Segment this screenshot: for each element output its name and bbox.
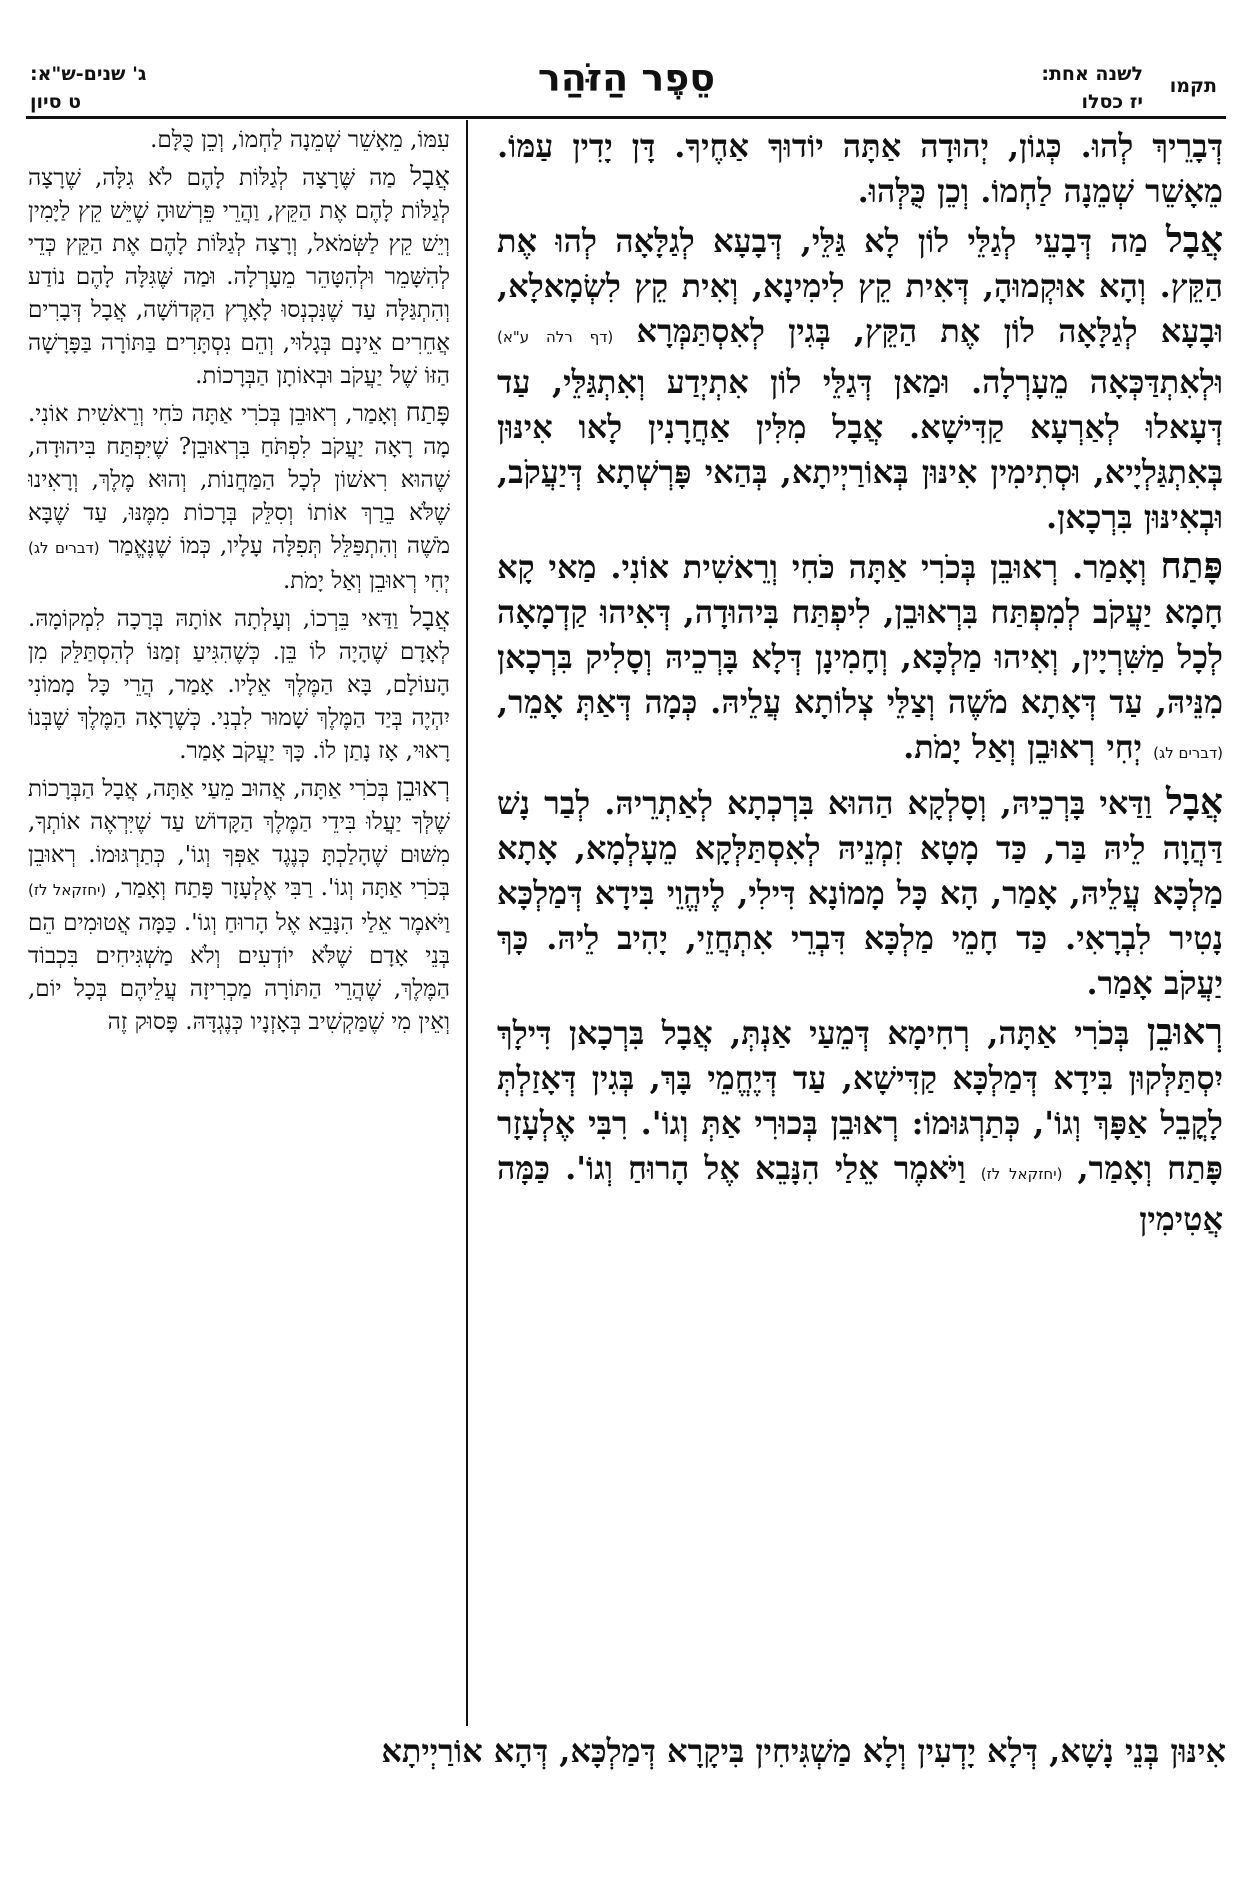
folio-reference: (דף רלה ע"א)	[497, 328, 614, 346]
main-text: בְּכֹרִי אַתָּה, רְחִימָא דְּמֵעַי אַנְתְּ, אֲבָל בִּרְכָאן דִּילָךְ יִסְתַּלְּקוּן בִּידָא דְּמַלְכָּא קַדִּישָׁא, עַד דְּיֶחֱמֵי בָּךְ, בְּגִין דְּאָזַלְתְּ לָקֳבֵל אַפָּךְ וְגוֹ', כְּתַרְגּוּמוֹ: רְאוּבֵן בְּכוּרִי אַתְּ וְגוֹ'. רִבִּי אֶלְעָזָר פָּתַח וְאָמַר,	[497, 1014, 1223, 1187]
side-text: וַיֹּאמֶר אֵלַי הִנָּבֵא אֶל הָרוּחַ וְגוֹ'. כַּמָּה אֲטוּמִים הֵם בְּנֵי אָדָם שֶׁלֹּא יוֹדְעִים וְלֹא מַשְׁגִּיחִים בִּכְבוֹד הַמֶּלֶךְ, שֶׁהֲרֵי הַתּוֹרָה מַכְרִיזָה עֲלֵיהֶם בְּכָל יוֹם, וְאֵין מִי שֶׁמַּקְשִׁיב בְּאָזְנָיו כְּנֶגְדָּהּ. פָּסוּק זֶה	[28, 910, 450, 1035]
side-text: וַדַּאי בֵּרְכוֹ, וְעָלְתָה אוֹתָהּ בְּרָכָה לִמְקוֹמָהּ. לְאָדָם שֶׁהָיָה לוֹ בֵּן. כְּשֶׁהִגִּיעַ זְמַנּוֹ לְהִסְתַּלֵּק מִן הָעוֹלָם, בָּא הַמֶּלֶךְ אֵלָיו. אָמַר, הֲרֵי כָּל מָמוֹנִי יִהְיֶה בְּיַד הַמֶּלֶךְ שָׁמוּר לִבְנִי. כְּשֶׁרָאָה הַמֶּלֶךְ שֶׁבְּנוֹ רָאוּי, אָז נָתַן לוֹ. כָּךְ יַעֲקֹב אָמַר.	[28, 606, 450, 764]
side-text: יְחִי רְאוּבֵן וְאַל יָמֹת.	[283, 568, 450, 594]
lead-word: רְאוּבֵן	[396, 773, 450, 803]
yearly-plan-label: לשנה אחת:	[1041, 63, 1143, 85]
main-text: וַיֹּאמֶר אֵלַי הִנָּבֵא אֶל הָרוּחַ וְגוֹ'. כַּמָּה אֲטִימִין	[497, 1149, 1223, 1238]
bottom-continuation-line: אִינּוּן בְּנֵי נָשָׁא, דְּלָא יָדְעִין וְלָא מַשְׁגִּיחִין בִּיקָרָא דְּמַלְכָּא, דְּהָא אוֹרַיְיתָא	[381, 1732, 1226, 1770]
verse-reference: (דברים לג)	[1153, 744, 1223, 762]
side-paragraph	[28, 397, 450, 598]
main-paragraph	[497, 124, 1223, 214]
lead-word: אֲבָל	[410, 162, 450, 192]
main-text: דְּבָרֵיךְ לְהוּ. כְּגוֹן, יְהוּדָה אַתָּה יוֹדוּךָ אַחֶיךָ. דָּן יָדִין עַמּוֹ. מֵאָשֵׁר שְׁמֵנָה לַחְמוֹ. וְכֵן כֻּלְּהוּ.	[497, 127, 1223, 210]
three-year-plan-date: ט סיון	[30, 91, 82, 113]
side-paragraph	[28, 772, 450, 1039]
side-paragraph	[28, 124, 450, 157]
side-text: בְּכֹרִי אַתָּה, אֲהוּב מֵעַי אַתָּה, אֲבָל הַבְּרָכוֹת שֶׁלְּךָ יַעֲלוּ בִּידֵי הַמֶּלֶךְ הַקָּדוֹשׁ עַד שֶׁיִּרְאֶה אוֹתְךָ, מִשּׁוּם שֶׁהָלַכְתָּ כְּנֶגֶד אַפְּךָ וְגוֹ', כְּתַרְגּוּמוֹ. רְאוּבֵן בְּכֹרִי אַתָּה וְגוֹ'. רַבִּי אֶלְעָזָר פָּתַח וְאָמַר,	[28, 776, 450, 901]
book-title: סֵפֶר הַזֹּהַר	[537, 56, 716, 100]
running-header	[0, 52, 1253, 120]
side-paragraph	[28, 602, 450, 768]
three-year-plan-label: ג' שנים-ש"א:	[30, 63, 147, 85]
main-text: מַה דְּבָעֵי לְגַלֵּי לוֹן לָא גַּלֵּי, דְּבָעָא לְגַלָּאָה לְהוּ אֶת הַקֵּץ. וְהָא אוּקְמוּהָ, דְּאִית קֵץ לִימִינָא, וְאִית קֵץ לִשְׂמָאלָא, וּבָעָא לְגַלָּאָה לוֹן אֶת הַקֵּץ, בְּגִין לְאִסְתַּמְּרָא	[497, 222, 1223, 350]
verse-reference: (יחזקאל לז)	[980, 1165, 1063, 1183]
lead-word: פָּתַח	[405, 398, 450, 428]
main-text: יְחִי רְאוּבֵן וְאַל יָמֹת.	[903, 728, 1143, 766]
page-number: תקמו	[1169, 75, 1217, 97]
lead-word: אֲבָל	[410, 603, 450, 633]
main-paragraph	[497, 1010, 1223, 1242]
hebrew-translation-column	[28, 124, 450, 1726]
header-rule	[26, 116, 1226, 119]
lead-word: פָּתַח	[1160, 545, 1223, 587]
side-text: מַה שֶּׁרָצָה לְגַלּוֹת לָהֶם לֹא גִלָּה, שֶׁרָצָה לְגַלּוֹת לָהֶם אֶת הַקֵּץ, וַהֲרֵי פֵּרְשׁוּהָ שֶׁיֵּשׁ קֵץ לַיָּמִין וְיֵשׁ קֵץ לַשְּׂמֹאל, וְרָצָה לְגַלּוֹת לָהֶם אֶת הַקֵּץ כְּדֵי לְהִשָּׁמֵר וּלְהִטָּהֵר מֵעָרְלָה. וּמַה שֶּׁגִּלָּה לָהֶם נוֹדַע וְהִתְגַּלָּה עַד שֶׁנִּכְנְסוּ לָאָרֶץ הַקְּדוֹשָׁה, אֲבָל דְּבָרִים אֲחֵרִים אֵינָם בְּגָלוּי, וְהֵם נִסְתָּרִים בַּתּוֹרָה בַּפָּרָשָׁה הַזּוֹ שֶׁל יַעֲקֹב וּבְאוֹתָן הַבְּרָכוֹת.	[28, 165, 450, 389]
main-paragraph	[497, 218, 1223, 540]
lead-word: רְאוּבֵן	[1146, 1011, 1223, 1053]
main-text: וַדַּאי בָּרְכֵיהּ, וְסָלְקָא הַהוּא בִּרְכְתָא לְאַתְרֵיהּ. לְבַר נָשׁ דַּהֲוָה לֵיהּ בַּר, כַּד מָטָא זִמְנֵיהּ לְאִסְתַּלְּקָא מֵעָלְמָא, אָתָא מַלְכָּא עֲלֵיהּ, אָמַר, הָא כָּל מָמוֹנָא דִּילִי, לֶיהֱוֵי בִּידָא דְּמַלְכָּא נָטִיר לִבְרָאִי. כַּד חָמֵי מַלְכָּא דִּבְרֵי אִתְחֲזֵי, יָהִיב לֵיהּ. כָּךְ יַעֲקֹב אָמַר.	[497, 784, 1223, 1002]
verse-reference: (דברים לג)	[28, 539, 100, 557]
aramaic-column	[497, 124, 1223, 1726]
lead-word: אֲבָל	[1165, 781, 1223, 823]
yearly-plan-date: יז כסלו	[1081, 91, 1143, 113]
column-divider	[466, 120, 468, 1726]
main-text: וּלְאִתְדַּכְּאָה מֵעָרְלָה. וּמַאן דְּגַלֵּי לוֹן אִתְיְדַע וְאִתְגַּלֵּי, עַד דְּעָאלוּ לְאַרְעָא קַדִּישָׁא. אֲבָל מִלִּין אַחֲרָנִין לָאו אִינּוּן בְּאִתְגַּלְיָיא, וּסְתִימִין אִינּוּן בְּאוֹרַיְיתָא, בְּהַאי פָּרְשְׁתָא דְּיַעֲקֹב, וּבְאִינּוּן בִּרְכָאן.	[497, 363, 1223, 536]
lead-word: אֲבָל	[1165, 219, 1223, 261]
main-text: וְאָמַר. רְאוּבֵן בְּכֹרִי אַתָּה כֹּחִי וְרֵאשִׁית אוֹנִי. מַאי קָא חָמָא יַעֲקֹב לְמִפְתַּח בִּרְאוּבֵן, לִיפְתַּח בִּיהוּדָה, דְּאִיהוּ קַדְמָאָה לְכָל מַשִּׁרְיָין, וְאִיהוּ מַלְכָּא, וְחָמִינָן דְּלָא בָּרְכֵיהּ וְסָלִיק בִּרְכָאן מִנֵּיהּ, עַד דְּאָתָא מֹשֶׁה וְצַלֵּי צְלוֹתָא עֲלֵיהּ. כְּמָה דְּאַתְּ אָמֵר,	[497, 548, 1223, 721]
main-paragraph	[497, 544, 1223, 776]
side-text: עִמּוֹ, מֵאָשֵׁר שְׁמֵנָה לַחְמוֹ, וְכֵן כֻּלָּם.	[150, 127, 450, 153]
main-paragraph	[497, 780, 1223, 1006]
verse-reference: (יחזקאל לז)	[28, 881, 107, 899]
side-paragraph	[28, 161, 450, 393]
side-text: וְאָמַר, רְאוּבֵן בְּכֹרִי אַתָּה כֹּחִי וְרֵאשִׁית אוֹנִי. מָה רָאָה יַעֲקֹב לִפְתֹּחַ בִּרְאוּבֵן? שֶׁיִּפְתַּח בִּיהוּדָה, שֶׁהוּא רִאשׁוֹן לְכָל הַמַּחֲנוֹת, וְהוּא מֶלֶךְ, וְרָאִינוּ שֶׁלֹּא בֵרַךְ אוֹתוֹ וְסִלֵּק בְּרָכוֹת מִמֶּנּוּ, עַד שֶׁבָּא מֹשֶׁה וְהִתְפַּלֵּל תְּפִלָּה עָלָיו, כְּמוֹ שֶׁנֶּאֱמַר	[28, 401, 450, 559]
